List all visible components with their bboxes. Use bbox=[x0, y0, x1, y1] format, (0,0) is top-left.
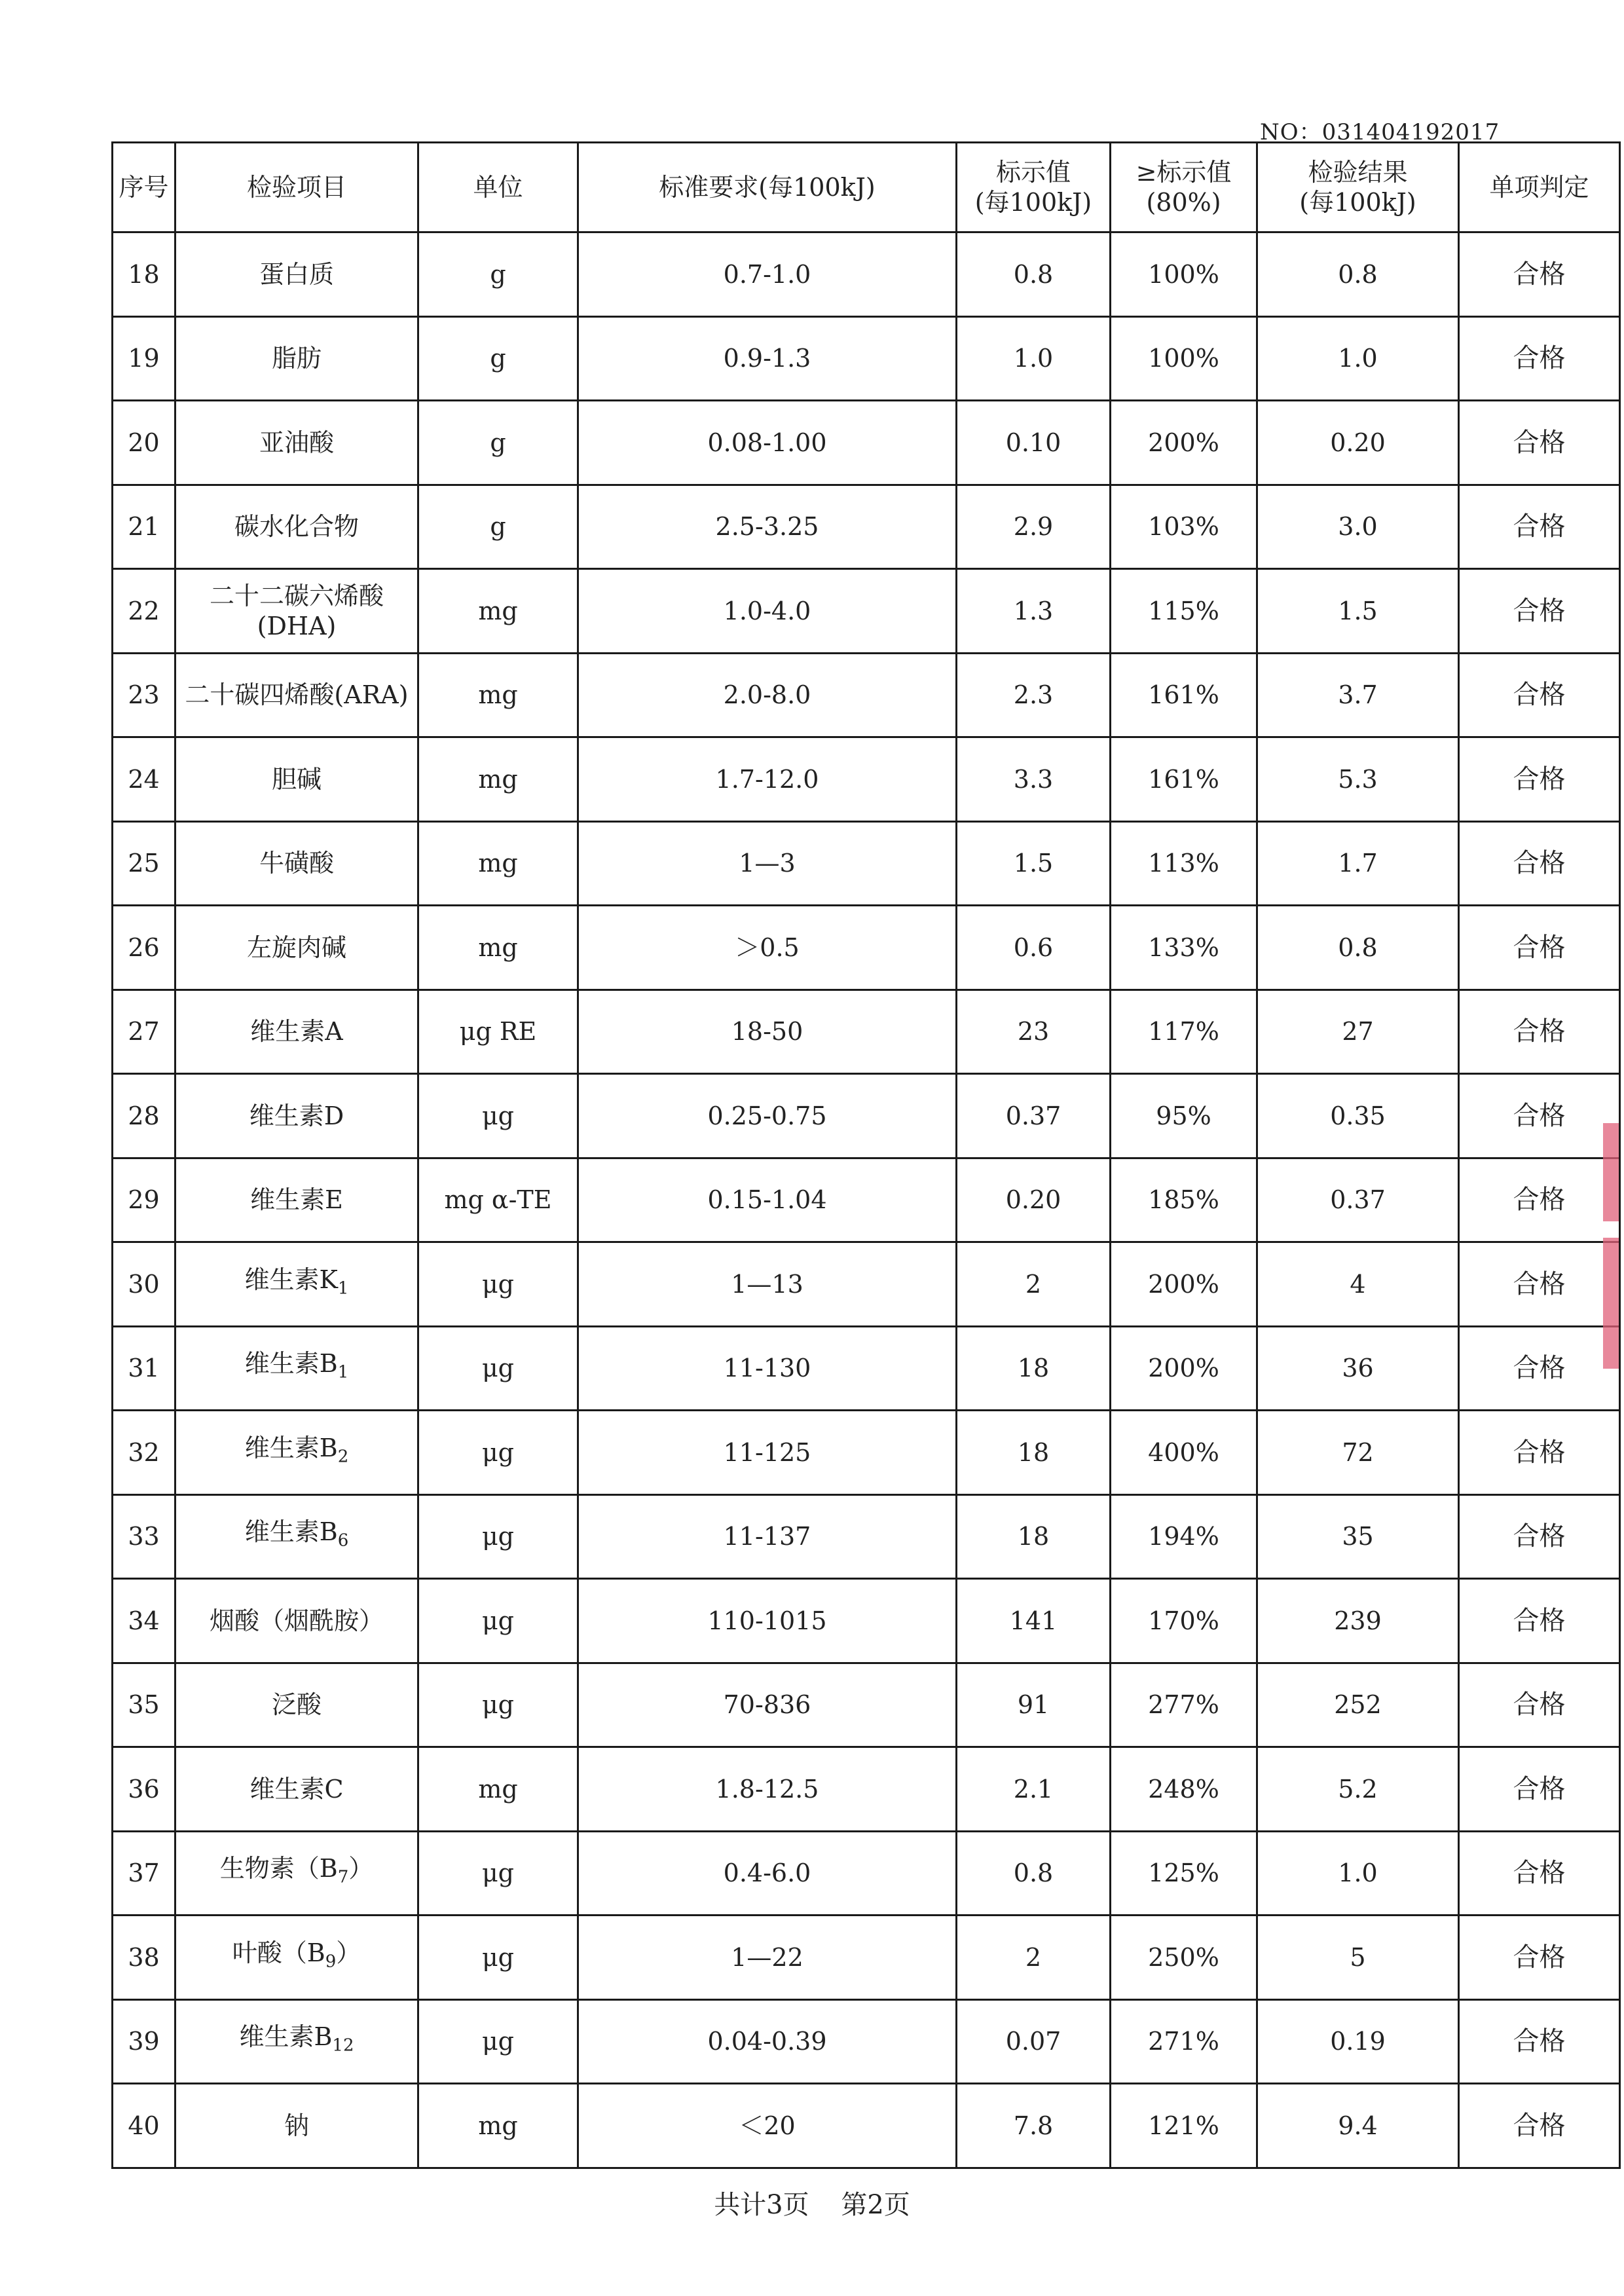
cell-standard: 1—3 bbox=[578, 821, 957, 906]
cell-seq: 35 bbox=[113, 1663, 175, 1747]
footer-current-page: 第2页 bbox=[841, 2190, 910, 2220]
cell-label: 0.07 bbox=[957, 1999, 1111, 2084]
cell-verdict: 合格 bbox=[1459, 232, 1620, 317]
cell-item bbox=[175, 906, 418, 990]
cell-verdict: 合格 bbox=[1459, 1074, 1620, 1158]
cell-verdict: 合格 bbox=[1459, 1158, 1620, 1242]
cell-result: 72 bbox=[1257, 1411, 1459, 1495]
item-name: 维生素B bbox=[244, 1433, 338, 1462]
cell-standard: 0.25-0.75 bbox=[578, 1074, 957, 1158]
cell-label: 2.9 bbox=[957, 485, 1111, 569]
item-subscript: 1 bbox=[337, 1363, 349, 1383]
cell-unit: g bbox=[418, 232, 578, 317]
cell-result: 5.3 bbox=[1257, 737, 1459, 822]
cell-standard: 0.4-6.0 bbox=[578, 1831, 957, 1916]
cell-label: 2.3 bbox=[957, 653, 1111, 737]
cell-result: 5 bbox=[1257, 1916, 1459, 2000]
cell-verdict: 合格 bbox=[1459, 1916, 1620, 2000]
item-suffix: ） bbox=[336, 1938, 361, 1967]
cell-unit: μg bbox=[418, 1831, 578, 1916]
cell-standard: 0.08-1.00 bbox=[578, 401, 957, 485]
cell-standard: 2.5-3.25 bbox=[578, 485, 957, 569]
table-row bbox=[113, 1326, 1620, 1411]
cell-standard: 18-50 bbox=[578, 990, 957, 1074]
item-subscript: 6 bbox=[337, 1531, 349, 1551]
cell-verdict: 合格 bbox=[1459, 1663, 1620, 1747]
cell-item bbox=[175, 2084, 418, 2168]
cell-item bbox=[175, 1242, 418, 1327]
cell-label: 0.6 bbox=[957, 906, 1111, 990]
cell-verdict: 合格 bbox=[1459, 653, 1620, 737]
item-name: 胆碱 bbox=[271, 764, 322, 794]
cell-ratio: 185% bbox=[1111, 1158, 1257, 1242]
cell-standard: 1—13 bbox=[578, 1242, 957, 1327]
cell-verdict: 合格 bbox=[1459, 316, 1620, 401]
cell-unit: μg RE bbox=[418, 990, 578, 1074]
cell-unit: μg bbox=[418, 1074, 578, 1158]
item-name: 二十二碳六烯酸 bbox=[209, 581, 384, 610]
cell-verdict: 合格 bbox=[1459, 821, 1620, 906]
table-row bbox=[113, 401, 1620, 485]
cell-standard: 110-1015 bbox=[578, 1579, 957, 1663]
table-row bbox=[113, 1411, 1620, 1495]
cell-standard: ＜20 bbox=[578, 2084, 957, 2168]
cell-result: 35 bbox=[1257, 1494, 1459, 1579]
cell-unit: μg bbox=[418, 1916, 578, 2000]
table-row bbox=[113, 1242, 1620, 1327]
cell-label: 91 bbox=[957, 1663, 1111, 1747]
cell-seq: 20 bbox=[113, 401, 175, 485]
cell-seq: 25 bbox=[113, 821, 175, 906]
cell-label: 0.10 bbox=[957, 401, 1111, 485]
cell-seq: 28 bbox=[113, 1074, 175, 1158]
cell-verdict: 合格 bbox=[1459, 1579, 1620, 1663]
header-verdict: 单项判定 bbox=[1459, 143, 1620, 232]
cell-result: 1.7 bbox=[1257, 821, 1459, 906]
cell-seq: 29 bbox=[113, 1158, 175, 1242]
header-result-line2: (每100kJ) bbox=[1299, 188, 1416, 217]
table-row bbox=[113, 232, 1620, 317]
cell-label: 18 bbox=[957, 1326, 1111, 1411]
cell-verdict: 合格 bbox=[1459, 1747, 1620, 1832]
cell-unit: mg bbox=[418, 653, 578, 737]
cell-label: 3.3 bbox=[957, 737, 1111, 822]
header-result bbox=[1257, 143, 1459, 232]
cell-unit: mg bbox=[418, 906, 578, 990]
cell-result: 239 bbox=[1257, 1579, 1459, 1663]
cell-seq: 36 bbox=[113, 1747, 175, 1832]
cell-seq: 24 bbox=[113, 737, 175, 822]
header-ratio-line1: ≥标示值 bbox=[1135, 158, 1232, 187]
cell-unit: μg bbox=[418, 1999, 578, 2084]
header-label-value bbox=[957, 143, 1111, 232]
item-name: 钠 bbox=[284, 2111, 309, 2140]
cell-verdict: 合格 bbox=[1459, 401, 1620, 485]
table-row bbox=[113, 1831, 1620, 1916]
cell-label: 18 bbox=[957, 1411, 1111, 1495]
item-name: 碳水化合物 bbox=[234, 512, 359, 542]
cell-item bbox=[175, 1579, 418, 1663]
table-header-row bbox=[113, 143, 1620, 232]
cell-label: 0.20 bbox=[957, 1158, 1111, 1242]
cell-ratio: 115% bbox=[1111, 569, 1257, 654]
cell-verdict: 合格 bbox=[1459, 485, 1620, 569]
cell-ratio: 200% bbox=[1111, 1242, 1257, 1327]
cell-ratio: 250% bbox=[1111, 1916, 1257, 2000]
header-seq: 序号 bbox=[113, 143, 175, 232]
cell-seq: 39 bbox=[113, 1999, 175, 2084]
cell-seq: 32 bbox=[113, 1411, 175, 1495]
item-name: 维生素E bbox=[250, 1185, 343, 1215]
cell-seq: 33 bbox=[113, 1494, 175, 1579]
cell-result: 0.20 bbox=[1257, 401, 1459, 485]
cell-standard: 1.0-4.0 bbox=[578, 569, 957, 654]
cell-result: 0.19 bbox=[1257, 1999, 1459, 2084]
cell-standard: 11-130 bbox=[578, 1326, 957, 1411]
cell-standard: ＞0.5 bbox=[578, 906, 957, 990]
cell-result: 5.2 bbox=[1257, 1747, 1459, 1832]
cell-standard: 11-125 bbox=[578, 1411, 957, 1495]
cell-verdict: 合格 bbox=[1459, 2084, 1620, 2168]
cell-unit: μg bbox=[418, 1579, 578, 1663]
cell-unit: mg bbox=[418, 821, 578, 906]
item-subscript: 12 bbox=[332, 2036, 354, 2056]
cell-item bbox=[175, 653, 418, 737]
cell-label: 2 bbox=[957, 1242, 1111, 1327]
table-row bbox=[113, 737, 1620, 822]
cell-verdict: 合格 bbox=[1459, 990, 1620, 1074]
cell-label: 0.8 bbox=[957, 232, 1111, 317]
cell-verdict: 合格 bbox=[1459, 1411, 1620, 1495]
cell-seq: 34 bbox=[113, 1579, 175, 1663]
cell-ratio: 133% bbox=[1111, 906, 1257, 990]
table-row bbox=[113, 1747, 1620, 1832]
table-row bbox=[113, 316, 1620, 401]
header-item: 检验项目 bbox=[175, 143, 418, 232]
cell-verdict: 合格 bbox=[1459, 569, 1620, 654]
cell-result: 9.4 bbox=[1257, 2084, 1459, 2168]
cell-unit: μg bbox=[418, 1494, 578, 1579]
cell-item bbox=[175, 1494, 418, 1579]
cell-standard: 70-836 bbox=[578, 1663, 957, 1747]
cell-item bbox=[175, 1074, 418, 1158]
cell-result: 27 bbox=[1257, 990, 1459, 1074]
table-row bbox=[113, 906, 1620, 990]
cell-standard: 1—22 bbox=[578, 1916, 957, 2000]
cell-ratio: 271% bbox=[1111, 1999, 1257, 2084]
item-name: 牛磺酸 bbox=[259, 849, 334, 878]
report-number: NO：031404192017 bbox=[1260, 119, 1500, 145]
cell-result: 0.8 bbox=[1257, 232, 1459, 317]
cell-seq: 21 bbox=[113, 485, 175, 569]
cell-item bbox=[175, 737, 418, 822]
cell-seq: 23 bbox=[113, 653, 175, 737]
item-suffix: ） bbox=[348, 1854, 374, 1883]
table-row bbox=[113, 569, 1620, 654]
cell-result: 0.8 bbox=[1257, 906, 1459, 990]
item-name: 维生素K bbox=[244, 1265, 338, 1294]
cell-label: 141 bbox=[957, 1579, 1111, 1663]
cell-verdict: 合格 bbox=[1459, 906, 1620, 990]
page-footer bbox=[0, 2184, 1624, 2221]
cell-item bbox=[175, 990, 418, 1074]
cell-label: 1.3 bbox=[957, 569, 1111, 654]
item-name: 维生素D bbox=[249, 1101, 344, 1130]
cell-verdict: 合格 bbox=[1459, 1494, 1620, 1579]
header-label-line2: (每100kJ) bbox=[974, 188, 1092, 217]
cell-item bbox=[175, 1663, 418, 1747]
cell-result: 36 bbox=[1257, 1326, 1459, 1411]
table-row bbox=[113, 2084, 1620, 2168]
cell-item bbox=[175, 1747, 418, 1832]
cell-label: 2.1 bbox=[957, 1747, 1111, 1832]
header-label-line1: 标示值 bbox=[995, 158, 1071, 187]
item-name: 烟酸（烟酰胺） bbox=[209, 1606, 384, 1635]
item-name: 维生素B bbox=[244, 1349, 338, 1379]
cell-result: 0.37 bbox=[1257, 1158, 1459, 1242]
cell-item bbox=[175, 485, 418, 569]
item-name: 泛酸 bbox=[271, 1690, 322, 1720]
cell-standard: 1.7-12.0 bbox=[578, 737, 957, 822]
cell-seq: 31 bbox=[113, 1326, 175, 1411]
cell-ratio: 117% bbox=[1111, 990, 1257, 1074]
cell-result: 1.0 bbox=[1257, 1831, 1459, 1916]
cell-item bbox=[175, 316, 418, 401]
cell-result: 3.7 bbox=[1257, 653, 1459, 737]
cell-result: 1.5 bbox=[1257, 569, 1459, 654]
cell-ratio: 125% bbox=[1111, 1831, 1257, 1916]
table-row bbox=[113, 653, 1620, 737]
table-row bbox=[113, 1494, 1620, 1579]
table-row bbox=[113, 1663, 1620, 1747]
item-subscript: 9 bbox=[325, 1952, 337, 1972]
cell-item bbox=[175, 1999, 418, 2084]
cell-label: 0.8 bbox=[957, 1831, 1111, 1916]
cell-ratio: 113% bbox=[1111, 821, 1257, 906]
cell-standard: 0.15-1.04 bbox=[578, 1158, 957, 1242]
cell-item bbox=[175, 401, 418, 485]
cell-ratio: 277% bbox=[1111, 1663, 1257, 1747]
header-ratio bbox=[1111, 143, 1257, 232]
cell-ratio: 95% bbox=[1111, 1074, 1257, 1158]
cell-ratio: 161% bbox=[1111, 737, 1257, 822]
cell-ratio: 194% bbox=[1111, 1494, 1257, 1579]
cell-ratio: 103% bbox=[1111, 485, 1257, 569]
cell-item bbox=[175, 232, 418, 317]
cell-label: 2 bbox=[957, 1916, 1111, 2000]
cell-item bbox=[175, 821, 418, 906]
cell-seq: 19 bbox=[113, 316, 175, 401]
table-row bbox=[113, 1999, 1620, 2084]
cell-unit: μg bbox=[418, 1411, 578, 1495]
item-subscript: 1 bbox=[337, 1278, 349, 1299]
header-result-line1: 检验结果 bbox=[1308, 158, 1408, 187]
inspection-results-table bbox=[111, 141, 1621, 2169]
item-name: 生物素（B bbox=[219, 1854, 338, 1883]
cell-ratio: 161% bbox=[1111, 653, 1257, 737]
cell-result: 0.35 bbox=[1257, 1074, 1459, 1158]
item-name: 左旋肉碱 bbox=[246, 933, 346, 962]
cell-ratio: 100% bbox=[1111, 316, 1257, 401]
cell-standard: 0.04-0.39 bbox=[578, 1999, 957, 2084]
cell-result: 252 bbox=[1257, 1663, 1459, 1747]
cell-unit: g bbox=[418, 316, 578, 401]
cell-unit: mg α-TE bbox=[418, 1158, 578, 1242]
cell-verdict: 合格 bbox=[1459, 1831, 1620, 1916]
item-name: 维生素B bbox=[239, 2022, 333, 2052]
cell-seq: 26 bbox=[113, 906, 175, 990]
cell-ratio: 121% bbox=[1111, 2084, 1257, 2168]
cell-verdict: 合格 bbox=[1459, 737, 1620, 822]
cell-unit: g bbox=[418, 485, 578, 569]
table-row bbox=[113, 821, 1620, 906]
cell-unit: μg bbox=[418, 1663, 578, 1747]
item-name-line2: (DHA) bbox=[257, 611, 337, 640]
table-row bbox=[113, 1916, 1620, 2000]
cell-unit: mg bbox=[418, 569, 578, 654]
cell-unit: mg bbox=[418, 1747, 578, 1832]
cell-seq: 40 bbox=[113, 2084, 175, 2168]
cell-label: 7.8 bbox=[957, 2084, 1111, 2168]
cell-ratio: 248% bbox=[1111, 1747, 1257, 1832]
cell-unit: mg bbox=[418, 737, 578, 822]
table-row bbox=[113, 990, 1620, 1074]
cell-ratio: 170% bbox=[1111, 1579, 1257, 1663]
cell-unit: g bbox=[418, 401, 578, 485]
cell-seq: 38 bbox=[113, 1916, 175, 2000]
cell-label: 0.37 bbox=[957, 1074, 1111, 1158]
cell-seq: 30 bbox=[113, 1242, 175, 1327]
cell-seq: 37 bbox=[113, 1831, 175, 1916]
item-name: 维生素A bbox=[250, 1017, 343, 1046]
item-name: 亚油酸 bbox=[259, 428, 334, 457]
table-row bbox=[113, 1579, 1620, 1663]
item-subscript: 2 bbox=[337, 1447, 349, 1467]
cell-seq: 18 bbox=[113, 232, 175, 317]
item-name: 维生素C bbox=[249, 1774, 344, 1804]
header-standard: 标准要求(每100kJ) bbox=[578, 143, 957, 232]
cell-result: 3.0 bbox=[1257, 485, 1459, 569]
cell-seq: 27 bbox=[113, 990, 175, 1074]
cell-ratio: 400% bbox=[1111, 1411, 1257, 1495]
cell-standard: 1.8-12.5 bbox=[578, 1747, 957, 1832]
header-ratio-line2: (80%) bbox=[1146, 188, 1221, 217]
cell-standard: 0.9-1.3 bbox=[578, 316, 957, 401]
cell-label: 1.0 bbox=[957, 316, 1111, 401]
cell-label: 23 bbox=[957, 990, 1111, 1074]
seal-edge-mark bbox=[1603, 1123, 1619, 1221]
cell-unit: mg bbox=[418, 2084, 578, 2168]
cell-standard: 11-137 bbox=[578, 1494, 957, 1579]
item-name: 二十碳四烯酸(ARA) bbox=[185, 680, 409, 710]
table-row bbox=[113, 1074, 1620, 1158]
item-name: 维生素B bbox=[244, 1517, 338, 1547]
cell-label: 18 bbox=[957, 1494, 1111, 1579]
cell-item bbox=[175, 1916, 418, 2000]
header-unit: 单位 bbox=[418, 143, 578, 232]
cell-result: 1.0 bbox=[1257, 316, 1459, 401]
cell-ratio: 100% bbox=[1111, 232, 1257, 317]
cell-ratio: 200% bbox=[1111, 401, 1257, 485]
cell-seq: 22 bbox=[113, 569, 175, 654]
cell-ratio: 200% bbox=[1111, 1326, 1257, 1411]
cell-unit: μg bbox=[418, 1326, 578, 1411]
item-name: 脂肪 bbox=[271, 344, 322, 373]
cell-item bbox=[175, 569, 418, 654]
cell-label: 1.5 bbox=[957, 821, 1111, 906]
cell-verdict: 合格 bbox=[1459, 1242, 1620, 1327]
cell-verdict: 合格 bbox=[1459, 1999, 1620, 2084]
cell-unit: μg bbox=[418, 1242, 578, 1327]
table-row bbox=[113, 485, 1620, 569]
cell-item bbox=[175, 1831, 418, 1916]
seal-edge-mark bbox=[1603, 1238, 1619, 1369]
table-row bbox=[113, 1158, 1620, 1242]
item-name: 蛋白质 bbox=[259, 259, 334, 289]
cell-verdict: 合格 bbox=[1459, 1326, 1620, 1411]
footer-total-pages: 共计3页 bbox=[714, 2190, 809, 2220]
cell-item bbox=[175, 1326, 418, 1411]
cell-standard: 0.7-1.0 bbox=[578, 232, 957, 317]
cell-standard: 2.0-8.0 bbox=[578, 653, 957, 737]
cell-result: 4 bbox=[1257, 1242, 1459, 1327]
item-subscript: 7 bbox=[337, 1868, 349, 1888]
item-name: 叶酸（B bbox=[232, 1938, 325, 1967]
cell-item bbox=[175, 1411, 418, 1495]
cell-item bbox=[175, 1158, 418, 1242]
